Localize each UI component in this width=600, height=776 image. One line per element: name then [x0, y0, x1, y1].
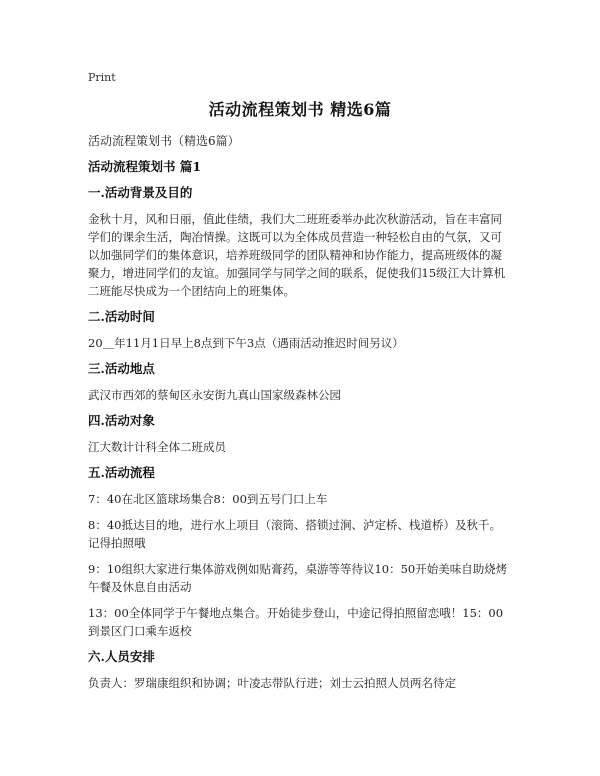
section-paragraph-process-2: 8：40抵达目的地，进行水上项目（滚筒、搭锁过涧、泸定桥、栈道桥）及秋千。记得拍照哦 [88, 518, 501, 550]
document-body [88, 132, 512, 700]
section-heading-process: 五.活动流程 [88, 465, 155, 480]
section-paragraph-process-4: 13：00全体同学于午餐地点集合。开始徒步登山，中途记得拍照留恋哦！15：00到景区门口乘车返校 [88, 606, 504, 638]
section-paragraph-staff: 负责人：罗瑞康组织和协调；叶凌志带队行进；刘士云拍照人员两名待定 [88, 676, 456, 690]
section-paragraph-process-3: 9：10组织大家进行集体游戏例如贴膏药，桌游等等待议10：50开始美味自助烧烤午餐及休息自由活动 [88, 562, 508, 594]
section-heading-location: 三.活动地点 [88, 361, 155, 376]
part-heading: 活动流程策划书 篇1 [88, 159, 202, 174]
document-subtitle: 活动流程策划书（精选6篇） [88, 134, 240, 148]
document-title: 活动流程策划书 精选6篇 [208, 100, 392, 119]
section-heading-background: 一.活动背景及目的 [88, 185, 193, 200]
print-link[interactable]: Print [88, 71, 116, 84]
section-heading-staff: 六.人员安排 [88, 649, 155, 664]
section-paragraph-background: 金秋十月，风和日丽，值此佳绩，我们大二班班委举办此次秋游活动，旨在丰富同学们的课余生活，陶冶情操。这既可以为全体成员营造一种轻松自由的气氛，又可以加强同学们的集体意识，培养班级同学的团队精神和协作能力，提高班级体的凝聚力，增进同学们的友谊。加强同学与同学之间的联系，促使我们15级江大计算机二班能尽快成为一个团结向上的班集体。 [88, 212, 506, 298]
section-paragraph-process-1: 7：40在北区篮球场集合8：00到五号门口上车 [88, 492, 328, 506]
section-paragraph-audience: 江大数计计科全体二班成员 [88, 440, 226, 454]
section-paragraph-time: 20＿年11月1日早上8点到下午3点（遇雨活动推迟时间另议） [88, 336, 404, 350]
section-heading-audience: 四.活动对象 [88, 413, 155, 428]
section-heading-time: 二.活动时间 [88, 309, 155, 324]
section-paragraph-location: 武汉市西郊的蔡甸区永安街九真山国家级森林公园 [88, 388, 341, 402]
